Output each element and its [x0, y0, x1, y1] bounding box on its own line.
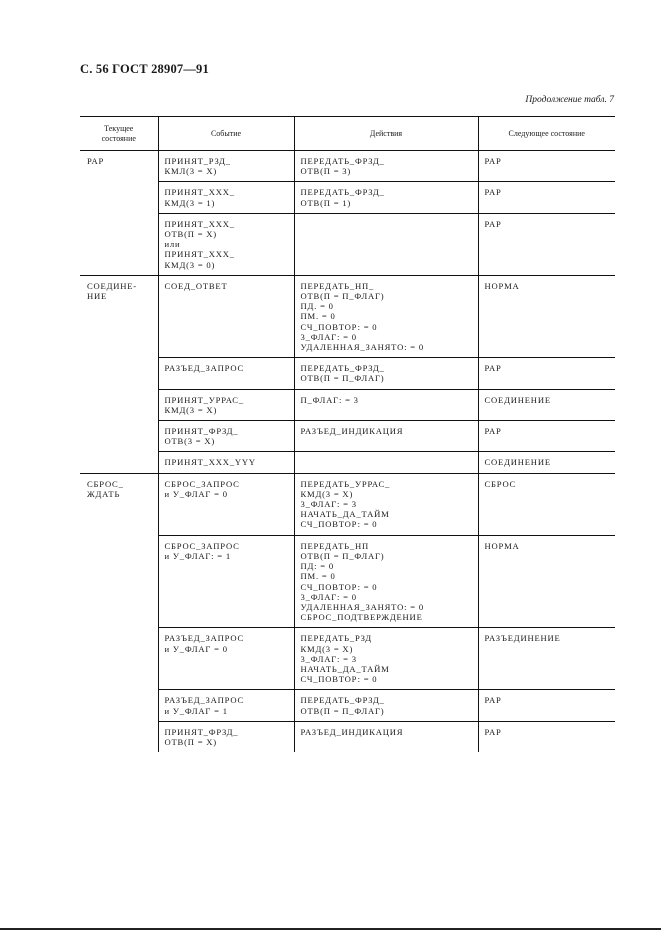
actions-cell [294, 535, 478, 628]
cell-text-line: ОТВ(П = 1) [300, 197, 352, 208]
cell-text-line: СЧ_ПОВТОР: = 0 [300, 519, 378, 530]
cell-text-line: ОТВ(П = X) [164, 736, 217, 747]
cell-text-line: НАЧАТЬ_ДА_ТАЙМ [300, 663, 390, 674]
cell-text-line: КМД(3 = 1) [164, 197, 216, 208]
column-header-next-state [478, 117, 615, 151]
cell-text-line: КМЛ(3 = X) [164, 166, 218, 177]
cell-text-line: ПМ. = 0 [300, 311, 336, 322]
cell-text-line: 3_ФЛАГ: = 0 [300, 591, 357, 602]
cell-text-line: СБРОС_ПОДТВЕРЖДЕНИЕ [300, 612, 423, 623]
cell-text-line: ПРИНЯТ_УРРАС_ [164, 394, 244, 405]
actions-cell [294, 421, 478, 452]
cell-text-line: ПД. = 0 [300, 301, 334, 312]
current-state-cell [80, 275, 158, 357]
next-state-cell [478, 151, 615, 182]
cell-text-line: ПРИНЯТ_XXX_ [164, 249, 235, 260]
event-cell [158, 275, 294, 357]
actions-cell [294, 721, 478, 752]
cell-text-line: и У_ФЛАГ = 0 [164, 643, 228, 654]
event-cell [158, 452, 294, 473]
current-state-cell [80, 690, 158, 721]
actions-cell [294, 213, 478, 275]
page-bottom-rule [0, 928, 661, 930]
table-row [80, 535, 615, 628]
next-state-cell [478, 690, 615, 721]
cell-text-line: ПЕРЕДАТЬ_ФРЗД_ [300, 187, 385, 198]
cell-text-line: СОЕДИНЕНИЕ [484, 457, 551, 468]
current-state-cell [80, 358, 158, 389]
state-transition-table [80, 116, 615, 752]
cell-text-line: ОТВ(П = 3) [300, 166, 352, 177]
cell-text-line: КМД(3 = X) [300, 488, 354, 499]
current-state-cell [80, 721, 158, 752]
event-cell [158, 358, 294, 389]
cell-text-line: ОТВ(П = X) [164, 229, 217, 240]
table-row [80, 421, 615, 452]
actions-cell [294, 452, 478, 473]
cell-text-line: НИЕ [87, 291, 108, 302]
column-header-event [158, 117, 294, 151]
table-row [80, 690, 615, 721]
event-cell [158, 213, 294, 275]
cell-text-line: ПЕРЕДАТЬ_ФРЗД_ [300, 156, 385, 166]
event-cell [158, 389, 294, 420]
cell-text-line: и У_ФЛАГ = 0 [164, 488, 228, 499]
cell-text-line: ОТВ(П = П_ФЛАГ) [300, 550, 385, 561]
cell-text-line: ПРИНЯТ_ФРЗД_ [164, 426, 239, 437]
next-state-cell [478, 473, 615, 535]
cell-text-line: РАР [484, 363, 502, 374]
cell-text-line: НОРМА [484, 540, 520, 551]
cell-text-line: ПМ. = 0 [300, 571, 336, 582]
cell-text-line: ПРИНЯТ_РЗД_ [164, 156, 231, 166]
column-header-current-state [80, 117, 158, 151]
current-state-cell [80, 421, 158, 452]
cell-text-line: НАЧАТЬ_ДА_ТАЙМ [300, 509, 390, 520]
event-cell [158, 628, 294, 690]
cell-text-line: ОТВ(3 = X) [164, 436, 216, 447]
actions-cell [294, 275, 478, 357]
table-row [80, 275, 615, 357]
cell-text-line: РАР [484, 726, 502, 737]
cell-text-line: СЧ_ПОВТОР: = 0 [300, 674, 378, 685]
cell-text-line: 3_ФЛАГ: = 0 [300, 331, 357, 342]
event-cell [158, 535, 294, 628]
cell-text-line: 3_ФЛАГ: = 3 [300, 499, 357, 510]
cell-text-line: РАР [484, 218, 502, 229]
table-row [80, 389, 615, 420]
cell-text-line: СОЕДИНЕНИЕ [484, 394, 551, 405]
current-state-cell [80, 535, 158, 628]
current-state-cell [80, 213, 158, 275]
cell-text-line: ПРИНЯТ_ФРЗД_ [164, 726, 239, 737]
cell-text-line: 3_ФЛАГ: = 3 [300, 653, 357, 664]
cell-text-line: РАЗЪЕД_ИНДИКАЦИЯ [300, 726, 404, 737]
cell-text-line: Событие [210, 128, 242, 138]
next-state-cell [478, 535, 615, 628]
cell-text-line: ПЕРЕДАТЬ_УРРАС_ [300, 478, 391, 489]
current-state-cell [80, 389, 158, 420]
cell-text-line: ПЕРЕДАТЬ_НП [300, 540, 369, 551]
cell-text-line: ПЕРЕДАТЬ_ФРЗД_ [300, 363, 385, 374]
cell-text-line: ОТВ(П = П_ФЛАГ) [300, 291, 385, 302]
cell-text-line: ПРИНЯТ_XXX_ [164, 218, 235, 229]
event-cell [158, 182, 294, 213]
cell-text-line: Следующее состояние [508, 128, 585, 138]
table-header-row [80, 117, 615, 151]
cell-text-line: СОЕДИНЕ- [87, 280, 137, 291]
current-state-cell [80, 182, 158, 213]
table-row [80, 182, 615, 213]
next-state-cell [478, 275, 615, 357]
table-row [80, 151, 615, 182]
cell-text-line: НОРМА [484, 280, 520, 291]
cell-text-line: РАЗЪЕДИНЕНИЕ [484, 633, 561, 644]
cell-text-line: УДАЛЕННАЯ_ЗАНЯТО: = 0 [300, 601, 424, 612]
next-state-cell [478, 628, 615, 690]
next-state-cell [478, 213, 615, 275]
actions-cell [294, 182, 478, 213]
cell-text-line: РАР [484, 695, 502, 706]
event-cell [158, 421, 294, 452]
cell-text-line: и У_ФЛАГ = 1 [164, 705, 228, 716]
cell-text-line: П_ФЛАГ: = 3 [300, 394, 359, 405]
table-row [80, 358, 615, 389]
cell-text-line: СОЕД_ОТВЕТ [164, 280, 228, 291]
current-state-cell [80, 473, 158, 535]
table-row [80, 721, 615, 752]
current-state-cell [80, 151, 158, 182]
actions-cell [294, 473, 478, 535]
table-row [80, 628, 615, 690]
event-cell [158, 473, 294, 535]
cell-text-line: ЖДАТЬ [87, 488, 121, 499]
cell-text-line: УДАЛЕННАЯ_ЗАНЯТО: = 0 [300, 342, 424, 353]
cell-text-line: ПРИНЯТ_XXX_ [164, 187, 235, 198]
cell-text-line: ОТВ(П = П_ФЛАГ) [300, 373, 385, 384]
cell-text-line: Действия [369, 128, 403, 138]
cell-text-line: СЧ_ПОВТОР: = 0 [300, 581, 378, 592]
cell-text-line: Текущее [104, 123, 134, 133]
current-state-cell [80, 452, 158, 473]
cell-text-line: РАР [484, 426, 502, 437]
cell-text-line: КМД(3 = X) [164, 404, 218, 415]
cell-text-line: ПЕРЕДАТЬ_ФРЗД_ [300, 695, 385, 706]
cell-text-line: РАР [484, 156, 502, 166]
cell-text-line: состояние [101, 133, 136, 143]
event-cell [158, 721, 294, 752]
event-cell [158, 151, 294, 182]
actions-cell [294, 151, 478, 182]
table-row [80, 452, 615, 473]
cell-text-line: ПЕРЕДАТЬ_РЗД [300, 633, 372, 644]
next-state-cell [478, 389, 615, 420]
next-state-cell [478, 421, 615, 452]
cell-text-line: РАР [484, 187, 502, 198]
cell-text-line: ОТВ(П = П_ФЛАГ) [300, 705, 385, 716]
current-state-cell [80, 628, 158, 690]
cell-text-line: РАЗЪЕД_ЗАПРОС [164, 363, 244, 374]
actions-cell [294, 389, 478, 420]
page-header: С. 56 ГОСТ 28907—91 [80, 62, 209, 76]
cell-text-line: КМД(3 = X) [300, 643, 354, 654]
cell-text-line: РАЗЪЕД_ЗАПРОС [164, 633, 244, 644]
cell-text-line: и У_ФЛАГ: = 1 [164, 550, 232, 561]
cell-text-line: или [164, 239, 181, 250]
cell-text-line: СБРОС [484, 478, 517, 489]
table-row [80, 473, 615, 535]
table-body [80, 151, 615, 753]
cell-text-line: ПЕРЕДАТЬ_НП_ [300, 280, 375, 291]
actions-cell [294, 628, 478, 690]
actions-cell [294, 358, 478, 389]
next-state-cell [478, 452, 615, 473]
next-state-cell [478, 182, 615, 213]
cell-text-line: КМД(3 = 0) [164, 259, 216, 270]
actions-cell [294, 690, 478, 721]
next-state-cell [478, 358, 615, 389]
column-header-actions [294, 117, 478, 151]
next-state-cell [478, 721, 615, 752]
cell-text-line: СБРОС_ЗАПРОС [164, 478, 240, 489]
cell-text-line: РАЗЪЕД_ЗАПРОС [164, 695, 244, 706]
cell-text-line: ПД: = 0 [300, 561, 334, 572]
cell-text-line: СБРОС_ [87, 478, 124, 489]
table-row [80, 213, 615, 275]
cell-text-line: РАЗЪЕД_ИНДИКАЦИЯ [300, 426, 404, 437]
cell-text-line: СЧ_ПОВТОР: = 0 [300, 321, 378, 332]
cell-text-line: РАР [87, 156, 105, 166]
cell-text-line: ПРИНЯТ_XXX_YYY [164, 457, 256, 468]
cell-text-line: СБРОС_ЗАПРОС [164, 540, 240, 551]
table-continuation-note: Продолжение табл. 7 [525, 95, 614, 105]
event-cell [158, 690, 294, 721]
